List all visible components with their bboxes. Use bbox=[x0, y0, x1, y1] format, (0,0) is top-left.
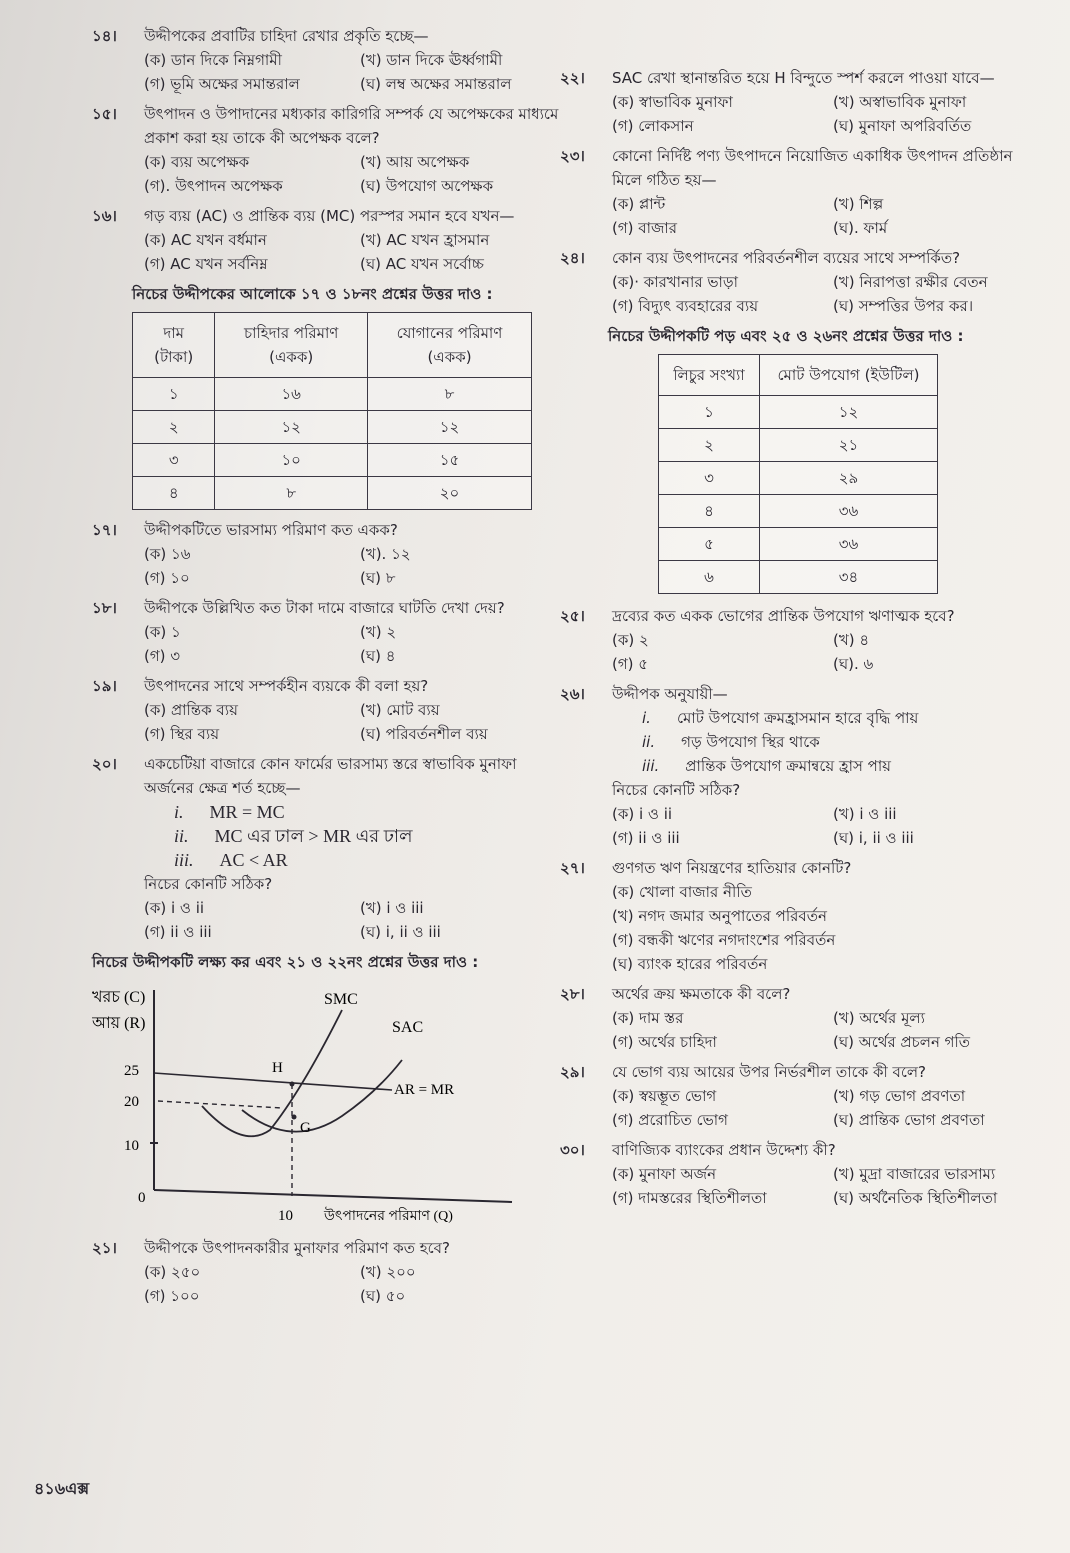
table-cell: ৬ bbox=[659, 561, 760, 594]
option-ka: (ক) ২ bbox=[612, 631, 649, 649]
table-row bbox=[659, 528, 938, 561]
option-ga: (গ) বিদ্যুৎ ব্যবহারের ব্যয় bbox=[612, 297, 759, 315]
option-kha: (খ) শিল্প bbox=[833, 195, 884, 213]
option-ga: (গ). উৎপাদন অপেক্ষক bbox=[144, 177, 283, 195]
table-cell: ১ bbox=[659, 396, 760, 429]
table-cell: ২১ bbox=[759, 429, 937, 462]
question-stem: গুণগত ঋণ নিয়ন্ত্রণের হাতিয়ার কোনটি? bbox=[612, 859, 852, 877]
question-stem: উদ্দীপক অনুযায়ী— bbox=[612, 685, 728, 703]
question-stem: উদ্দীপকে উৎপাদনকারীর মুনাফার পরিমাণ কত হবে? bbox=[144, 1239, 450, 1257]
question-17 bbox=[92, 518, 562, 590]
statement-i bbox=[174, 800, 562, 824]
question-16 bbox=[92, 204, 562, 276]
statement-iii bbox=[642, 754, 1040, 778]
table-cell: ৪ bbox=[659, 495, 760, 528]
statement-iii bbox=[174, 848, 562, 872]
x-axis bbox=[154, 1190, 512, 1202]
question-stem: কোনো নির্দিষ্ট পণ্য উৎপাদনে নিয়োজিত একাধিক উৎপাদন প্রতিষ্ঠান মিলে গঠিত হয়— bbox=[612, 147, 1013, 189]
option-ka: (ক) ২৫০ bbox=[144, 1263, 201, 1281]
cost-revenue-graph bbox=[92, 980, 562, 1232]
table-cell: ৩৪ bbox=[759, 561, 937, 594]
option-ka: (ক) ১ bbox=[144, 623, 181, 641]
option-ga: (গ) ১০ bbox=[144, 569, 190, 587]
option-kha: (খ) AC যখন হ্রাসমান bbox=[360, 231, 490, 249]
option-ka: (ক) i ও ii bbox=[144, 899, 205, 917]
question-number: ২২। bbox=[560, 69, 585, 87]
option-ga: (গ) ৫ bbox=[612, 655, 649, 673]
option-ka: (ক) স্বয়ম্ভূত ভোগ bbox=[612, 1087, 717, 1105]
y-axis-label-revenue: আয় (R) bbox=[92, 1015, 146, 1032]
question-stem: দ্রব্যের কত একক ভোগের প্রান্তিক উপযোগ ঋণাত্মক হবে? bbox=[612, 607, 955, 625]
table-cell: ৩ bbox=[659, 462, 760, 495]
tick-label-10: 10 bbox=[124, 1138, 139, 1154]
question-stem: যে ভোগ ব্যয় আয়ের উপর নির্ভরশীল তাকে কী বলে? bbox=[612, 1063, 927, 1081]
table-row bbox=[659, 462, 938, 495]
option-kha: (খ) i ও iii bbox=[360, 899, 424, 917]
option-gha: (ঘ) i, ii ও iii bbox=[360, 923, 441, 941]
table-cell: ৩৬ bbox=[759, 495, 937, 528]
question-stem: বাণিজ্যিক ব্যাংকের প্রধান উদ্দেশ্য কী? bbox=[612, 1141, 836, 1159]
statement-text: MR = MC bbox=[209, 802, 285, 822]
question-number: ২৭। bbox=[560, 859, 585, 877]
utility-table bbox=[658, 354, 938, 594]
table-cell: ১ bbox=[133, 378, 215, 411]
which-correct: নিচের কোনটি সঠিক? bbox=[612, 781, 741, 799]
option-ga: (গ) অর্থের চাহিদা bbox=[612, 1033, 717, 1051]
statement-number: i. bbox=[642, 709, 651, 727]
option-ka: (ক) ডান দিকে নিম্নগামী bbox=[144, 51, 282, 69]
statement-number: ii. bbox=[174, 826, 189, 846]
option-gha: (ঘ) i, ii ও iii bbox=[833, 829, 914, 847]
x-axis-label: উৎপাদনের পরিমাণ (Q) bbox=[324, 1209, 453, 1224]
option-gha: (ঘ) পরিবর্তনশীল ব্যয় bbox=[360, 725, 488, 743]
question-29 bbox=[560, 1060, 1040, 1132]
option-ga: (গ) দামস্তরের স্থিতিশীলতা bbox=[612, 1189, 767, 1207]
question-18 bbox=[92, 596, 562, 668]
statement-text: MC এর ঢাল > MR এর ঢাল bbox=[214, 826, 413, 846]
option-ga: (গ) প্ররোচিত ভোগ bbox=[612, 1111, 728, 1129]
question-stem: কোন ব্যয় উৎপাদনের পরিবর্তনশীল ব্যয়ের সাথে সম্পর্কিত? bbox=[612, 249, 961, 267]
option-ga: (গ) বন্ধকী ঋণের নগদাংশের পরিবর্তন bbox=[612, 931, 836, 949]
option-ga: (গ) লোকসান bbox=[612, 117, 694, 135]
option-gha: (ঘ) ৫০ bbox=[360, 1287, 406, 1305]
demand-supply-table bbox=[132, 312, 532, 510]
table-header: চাহিদার পরিমাণ (একক) bbox=[215, 313, 368, 378]
point-g-label: G bbox=[300, 1120, 311, 1136]
table-cell: ৩ bbox=[133, 444, 215, 477]
y-axis-label-cost: খরচ (C) bbox=[92, 989, 146, 1006]
option-ka: (ক) i ও ii bbox=[612, 805, 673, 823]
question-stem: উৎপাদন ও উপাদানের মধ্যকার কারিগরি সম্পর্ক যে অপেক্ষকের মাধ্যমে প্রকাশ করা হয় তাকে কী অপেক্ষক বলে? bbox=[144, 105, 559, 147]
point-h-label: H bbox=[272, 1060, 283, 1076]
question-number: ১৪। bbox=[92, 27, 117, 45]
question-number: ২৫। bbox=[560, 607, 585, 625]
question-stem: উদ্দীপকের প্রবাটির চাহিদা রেখার প্রকৃতি হচ্ছে— bbox=[144, 27, 429, 45]
option-kha: (খ) গড় ভোগ প্রবণতা bbox=[833, 1087, 966, 1105]
option-ga: (গ) ৩ bbox=[144, 647, 181, 665]
option-kha: (খ) i ও iii bbox=[833, 805, 897, 823]
option-gha: (ঘ) প্রান্তিক ভোগ প্রবণতা bbox=[833, 1111, 985, 1129]
tick-label-20: 20 bbox=[124, 1094, 139, 1110]
left-column bbox=[92, 24, 562, 1314]
table-header: মোট উপযোগ (ইউটিল) bbox=[759, 355, 937, 396]
table-row bbox=[659, 561, 938, 594]
option-gha: (ঘ) ৮ bbox=[360, 569, 396, 587]
sac-label: SAC bbox=[392, 1019, 424, 1036]
option-gha: (ঘ). ফার্ম bbox=[833, 219, 888, 237]
statement-i bbox=[642, 706, 1040, 730]
table-cell: ১০ bbox=[215, 444, 368, 477]
option-gha: (ঘ) লম্ব অক্ষের সমান্তরাল bbox=[360, 75, 512, 93]
option-gha: (ঘ) সম্পত্তির উপর কর। bbox=[833, 297, 974, 315]
statement-text: AC < AR bbox=[219, 850, 288, 870]
point-g bbox=[292, 1115, 297, 1120]
table-row bbox=[133, 411, 532, 444]
option-kha: (খ). ১২ bbox=[360, 545, 411, 563]
table-row bbox=[659, 495, 938, 528]
question-number: ২১। bbox=[92, 1239, 117, 1257]
question-number: ২৬। bbox=[560, 685, 585, 703]
option-ka: (ক) ১৬ bbox=[144, 545, 191, 563]
option-gha: (ঘ) মুনাফা অপরিবর্তিত bbox=[833, 117, 972, 135]
stimulus-intro-25-26: নিচের উদ্দীপকটি পড় এবং ২৫ ও ২৬নং প্রশ্নের উত্তর দাও : bbox=[608, 327, 964, 345]
page-footer-code: ৪১৬এক্স bbox=[34, 1479, 90, 1498]
question-number: ১৮। bbox=[92, 599, 117, 617]
table-row bbox=[133, 378, 532, 411]
statement-number: iii. bbox=[174, 850, 194, 870]
option-ka: (ক) মুনাফা অর্জন bbox=[612, 1165, 717, 1183]
table-cell: ২ bbox=[659, 429, 760, 462]
statement-ii bbox=[174, 824, 562, 848]
question-24 bbox=[560, 246, 1040, 318]
option-ka: (ক) প্লান্ট bbox=[612, 195, 666, 213]
option-ka: (ক)· কারখানার ভাড়া bbox=[612, 273, 738, 291]
option-ka: (ক) AC যখন বর্ধমান bbox=[144, 231, 267, 249]
question-30 bbox=[560, 1138, 1040, 1210]
question-number: ২৮। bbox=[560, 985, 585, 1003]
option-ga: (গ) স্থির ব্যয় bbox=[144, 725, 220, 743]
question-stem: SAC রেখা স্থানান্তরিত হয়ে H বিন্দুতে স্পর্শ করলে পাওয়া যাবে— bbox=[612, 69, 995, 87]
dashed-guide-20 bbox=[158, 1101, 282, 1108]
question-15 bbox=[92, 102, 562, 198]
question-number: ১৫। bbox=[92, 105, 117, 123]
option-ka: (ক) স্বাভাবিক মুনাফা bbox=[612, 93, 733, 111]
which-correct: নিচের কোনটি সঠিক? bbox=[144, 875, 273, 893]
option-ga: (গ) ii ও iii bbox=[612, 829, 680, 847]
option-kha: (খ) নগদ জমার অনুপাতের পরিবর্তন bbox=[612, 907, 827, 925]
option-ka: (ক) ব্যয় অপেক্ষক bbox=[144, 153, 250, 171]
option-ga: (গ) বাজার bbox=[612, 219, 678, 237]
option-kha: (খ) আয় অপেক্ষক bbox=[360, 153, 470, 171]
table-header: লিচুর সংখ্যা bbox=[659, 355, 760, 396]
question-number: ৩০। bbox=[560, 1141, 585, 1159]
tick-label-25: 25 bbox=[124, 1063, 139, 1079]
table-row bbox=[133, 444, 532, 477]
stimulus-intro-21-22: নিচের উদ্দীপকটি লক্ষ্য কর এবং ২১ ও ২২নং প্রশ্নের উত্তর দাও : bbox=[92, 953, 479, 971]
option-kha: (খ) ৪ bbox=[833, 631, 870, 649]
table-cell: ১২ bbox=[759, 396, 937, 429]
table-cell: ১৫ bbox=[368, 444, 532, 477]
statement-ii bbox=[642, 730, 1040, 754]
table-row bbox=[133, 477, 532, 510]
point-h bbox=[290, 1082, 295, 1087]
table-cell: ৮ bbox=[368, 378, 532, 411]
table-cell: ৩৬ bbox=[759, 528, 937, 561]
option-ka: (ক) দাম স্তর bbox=[612, 1009, 684, 1027]
question-number: ২০। bbox=[92, 755, 117, 773]
question-number: ২৯। bbox=[560, 1063, 585, 1081]
option-gha: (ঘ) অর্থনৈতিক স্থিতিশীলতা bbox=[833, 1189, 998, 1207]
option-kha: (খ) ২০০ bbox=[360, 1263, 416, 1281]
option-kha: (খ) অস্বাভাবিক মুনাফা bbox=[833, 93, 967, 111]
question-21 bbox=[92, 1236, 562, 1308]
table-cell: ১২ bbox=[215, 411, 368, 444]
smc-label: SMC bbox=[324, 991, 358, 1008]
table-header: দাম (টাকা) bbox=[133, 313, 215, 378]
option-gha: (ঘ) অর্থের প্রচলন গতি bbox=[833, 1033, 971, 1051]
question-26 bbox=[560, 682, 1040, 850]
question-28 bbox=[560, 982, 1040, 1054]
option-kha: (খ) নিরাপত্তা রক্ষীর বেতন bbox=[833, 273, 988, 291]
option-kha: (খ) ডান দিকে ঊর্ধ্বগামী bbox=[360, 51, 503, 69]
option-ka: (ক) খোলা বাজার নীতি bbox=[612, 883, 752, 901]
table-cell: ২ bbox=[133, 411, 215, 444]
option-gha: (ঘ) উপযোগ অপেক্ষক bbox=[360, 177, 494, 195]
option-kha: (খ) মোট ব্যয় bbox=[360, 701, 440, 719]
question-stem: একচেটিয়া বাজারে কোন ফার্মের ভারসাম্য স্তরে স্বাভাবিক মুনাফা অর্জনের ক্ষেত্র শর্ত হচ্ছে— bbox=[144, 755, 517, 797]
statement-number: i. bbox=[174, 802, 184, 822]
sac-curve bbox=[242, 1060, 402, 1132]
statement-text: মোট উপযোগ ক্রমহ্রাসমান হারে বৃদ্ধি পায় bbox=[676, 709, 919, 727]
option-gha: (ঘ) ব্যাংক হারের পরিবর্তন bbox=[612, 955, 768, 973]
option-gha: (ঘ). ৬ bbox=[833, 655, 874, 673]
question-number: ১৬। bbox=[92, 207, 117, 225]
question-19 bbox=[92, 674, 562, 746]
option-ga: (গ) ii ও iii bbox=[144, 923, 212, 941]
table-row bbox=[659, 396, 938, 429]
ar-mr-label: AR = MR bbox=[394, 1082, 455, 1098]
table-cell: ৮ bbox=[215, 477, 368, 510]
statement-number: ii. bbox=[642, 733, 656, 751]
question-stem: উদ্দীপকটিতে ভারসাম্য পরিমাণ কত একক? bbox=[144, 521, 398, 539]
option-gha: (ঘ) AC যখন সর্বোচ্চ bbox=[360, 255, 484, 273]
question-20 bbox=[92, 752, 562, 944]
origin-label: 0 bbox=[138, 1190, 146, 1206]
statement-number: iii. bbox=[642, 757, 660, 775]
option-gha: (ঘ) ৪ bbox=[360, 647, 396, 665]
table-cell: ৪ bbox=[133, 477, 215, 510]
option-kha: (খ) ২ bbox=[360, 623, 397, 641]
question-14 bbox=[92, 24, 562, 96]
table-row bbox=[659, 429, 938, 462]
question-number: ১৯। bbox=[92, 677, 117, 695]
question-27 bbox=[560, 856, 1040, 976]
table-cell: ২৯ bbox=[759, 462, 937, 495]
question-stem: উৎপাদনের সাথে সম্পর্কহীন ব্যয়কে কী বলা হয়? bbox=[144, 677, 429, 695]
question-number: ১৭। bbox=[92, 521, 117, 539]
option-kha: (খ) মুদ্রা বাজারের ভারসাম্য bbox=[833, 1165, 996, 1183]
question-number: ২৪। bbox=[560, 249, 585, 267]
question-25 bbox=[560, 604, 1040, 676]
question-number: ২৩। bbox=[560, 147, 585, 165]
question-23 bbox=[560, 144, 1040, 240]
option-kha: (খ) অর্থের মূল্য bbox=[833, 1009, 925, 1027]
table-cell: ২০ bbox=[368, 477, 532, 510]
table-header: যোগানের পরিমাণ (একক) bbox=[368, 313, 532, 378]
option-ga: (গ) ভূমি অক্ষের সমান্তরাল bbox=[144, 75, 300, 93]
question-stem: অর্থের ক্রয় ক্ষমতাকে কী বলে? bbox=[612, 985, 791, 1003]
question-stem: গড় ব্যয় (AC) ও প্রান্তিক ব্যয় (MC) পরস্পর সমান হবে যখন— bbox=[144, 207, 515, 225]
statement-text: প্রান্তিক উপযোগ ক্রমান্বয়ে হ্রাস পায় bbox=[685, 757, 892, 775]
statement-text: গড় উপযোগ স্থির থাকে bbox=[681, 733, 820, 751]
table-cell: ৫ bbox=[659, 528, 760, 561]
table-cell: ১৬ bbox=[215, 378, 368, 411]
tick-label-x10: 10 bbox=[278, 1208, 293, 1224]
option-ka: (ক) প্রান্তিক ব্যয় bbox=[144, 701, 238, 719]
option-ga: (গ) ১০০ bbox=[144, 1287, 200, 1305]
table-cell: ১২ bbox=[368, 411, 532, 444]
question-22 bbox=[560, 66, 1040, 138]
right-column bbox=[560, 66, 1040, 1216]
question-stem: উদ্দীপকে উল্লিখিত কত টাকা দামে বাজারে ঘাটতি দেখা দেয়? bbox=[144, 599, 505, 617]
option-ga: (গ) AC যখন সর্বনিম্ন bbox=[144, 255, 268, 273]
stimulus-intro-17-18: নিচের উদ্দীপকের আলোকে ১৭ ও ১৮নং প্রশ্নের উত্তর দাও : bbox=[132, 285, 493, 303]
